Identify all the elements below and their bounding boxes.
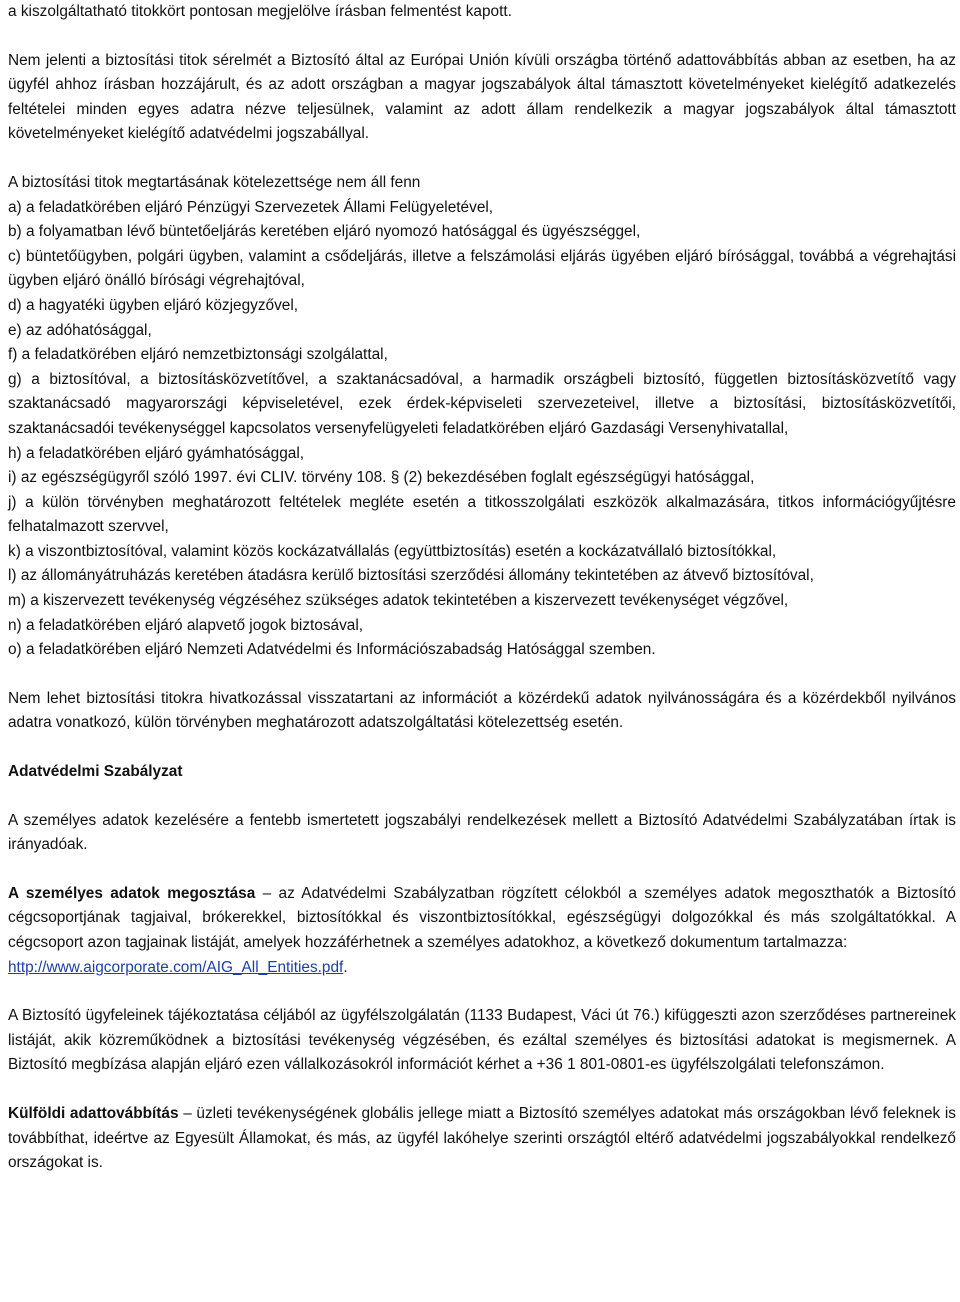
list-item: m) a kiszervezett tevékenység végzéséhez szükséges adatok tekintetében a kiszervezett tevékenységet végzővel, — [8, 592, 789, 610]
data-sharing-label: A személyes adatok megosztása — [8, 884, 256, 902]
data-sharing-end: . — [343, 958, 348, 976]
list-item: n) a feladatkörében eljáró alapvető jogok biztosával, — [8, 616, 364, 634]
paragraph-data-transfer-outside-eu: Nem jelenti a biztosítási titok sérelmét a Biztosító által az Európai Unión kívüli országba történő adattovábbítás abban az esetben, ha az ügyfél ahhoz írásban hozzájárult, és az adott országban a magyar jogszabályok által támasztott követelményeket kielégítő adatkezelés feltételei minden egyes adatra nézve teljesülnek, valamint az adott állam rendelkezik a magyar jogszabályok által támasztott követelményeket kielégítő adatvédelmi jogszabállyal. — [8, 51, 956, 143]
paragraph-release-note: a kiszolgáltatható titokkört pontosan megjelölve írásban felmentést kapott. — [8, 3, 512, 20]
foreign-transfer-text: – üzleti tevékenységének globális jellege miatt a Biztosító személyes adatokat más országokban lévő feleknek is továbbíthat, ideértve az Egyesült Államokat, és más, az ügyfél lakóhelye szerinti országtól eltérő adatvédelmi jogszabályokkal rendelkező országokat is. — [8, 1104, 956, 1172]
spacer — [8, 147, 956, 171]
spacer — [8, 736, 956, 760]
paragraph-partner-list: A Biztosító ügyfeleinek tájékoztatása céljából az ügyfélszolgálatán (1133 Budapest, Váci út 76.) kifüggeszti azon szerződéses partnereinek listáját, akik közreműködnek a biztosítási tevékenység végzésében, és ezáltal személyes és biztosítási adatokat is megismernek. A Biztosító megbízása alapján eljáró ezen vállalkozásokról információt kérhet a +36 1 801-0801-es ügyfélszolgálati telefonszámon. — [8, 1007, 956, 1074]
list-item: i) az egészségügyről szóló 1997. évi CLIV. törvény 108. § (2) bekezdésében foglalt egészségügyi hatósággal, — [8, 469, 755, 487]
list-item: e) az adóhatósággal, — [8, 321, 152, 339]
list-item: j) a külön törvényben meghatározott feltételek megléte esetén a titkosszolgálati eszközök alkalmazására, titkos információgyűjtésre felhatalmazott szervvel, — [8, 493, 956, 536]
list-item: h) a feladatkörében eljáró gyámhatósággal, — [8, 444, 305, 462]
list-item: c) büntetőügyben, polgári ügyben, valamint a csődeljárás, illetve a felszámolási eljárás ügyében eljáró bírósággal, továbbá a végrehajtási ügyben eljáró önálló bírósági végrehajtóval, — [8, 247, 956, 290]
spacer — [8, 1078, 956, 1102]
spacer — [8, 25, 956, 49]
aig-entities-link[interactable]: http://www.aigcorporate.com/AIG_All_Entities.pdf — [8, 958, 344, 976]
paragraph-foreign-transfer — [8, 1102, 956, 1176]
paragraph-data-sharing — [8, 882, 956, 980]
exceptions-list — [8, 171, 956, 663]
spacer — [8, 980, 956, 1004]
exceptions-list-intro: A biztosítási titok megtartásának kötelezettsége nem áll fenn — [8, 173, 421, 191]
list-item: d) a hagyatéki ügyben eljáró közjegyzővel, — [8, 296, 299, 314]
paragraph-privacy-policy: A személyes adatok kezelésére a fentebb ismertetett jogszabályi rendelkezések mellett a Biztosító Adatvédelmi Szabályzatában írtak is irányadóak. — [8, 811, 956, 854]
list-item: l) az állományátruházás keretében átadásra kerülő biztosítási szerződési állomány tekintetében az átvevő biztosítóval, — [8, 567, 814, 585]
list-item: g) a biztosítóval, a biztosításközvetítővel, a szaktanácsadóval, a harmadik országbeli biztosító, független biztosításközvetítő vagy szaktanácsadó magyarországi képviseletével, ezek érdek-képviseleti szervezeteivel, illetve a biztosítási, biztosításközvetítői, szaktanácsadói tevékenységgel kapcsolatos versenyfelügyeleti feladatkörében eljáró Gazdasági Versenyhivatallal, — [8, 370, 956, 437]
spacer — [8, 858, 956, 882]
list-item: k) a viszontbiztosítóval, valamint közös kockázatvállalás (együttbiztosítás) esetén a kockázatvállaló biztosítókkal, — [8, 542, 777, 560]
section-heading: Adatvédelmi Szabályzat — [8, 763, 183, 781]
list-item: o) a feladatkörében eljáró Nemzeti Adatvédelmi és Információszabadság Hatósággal szemben. — [8, 641, 656, 659]
foreign-transfer-label: Külföldi adattovábbítás — [8, 1104, 179, 1122]
list-item: b) a folyamatban lévő büntetőeljárás keretében eljáró nyomozó hatósággal és ügyészséggel, — [8, 223, 641, 241]
paragraph-public-interest-data: Nem lehet biztosítási titokra hivatkozással visszatartani az információt a közérdekű adatok nyilvánosságára és a közérdekből nyilvános adatra vonatkozó, külön törvényben meghatározott adatszolgáltatási kötelezettség esetén. — [8, 689, 956, 732]
list-item: a) a feladatkörében eljáró Pénzügyi Szervezetek Állami Felügyeletével, — [8, 198, 494, 216]
data-sharing-text: – az Adatvédelmi Szabályzatban rögzített célokból a személyes adatok megoszthatók a Biztosító cégcsoportjának tagjaival, brókerekkel, biztosítókkal és viszontbiztosítókkal, egészségügyi dolgozókkal és más szolgáltatókkal. A cégcsoport azon tagjainak listáját, amelyek hozzáférhetnek a személyes adatokhoz, a következő dokumentum tartalmazza: — [8, 884, 956, 951]
spacer — [8, 663, 956, 687]
document-page — [8, 0, 956, 1176]
list-item: f) a feladatkörében eljáró nemzetbiztonsági szolgálattal, — [8, 346, 388, 364]
spacer — [8, 785, 956, 809]
